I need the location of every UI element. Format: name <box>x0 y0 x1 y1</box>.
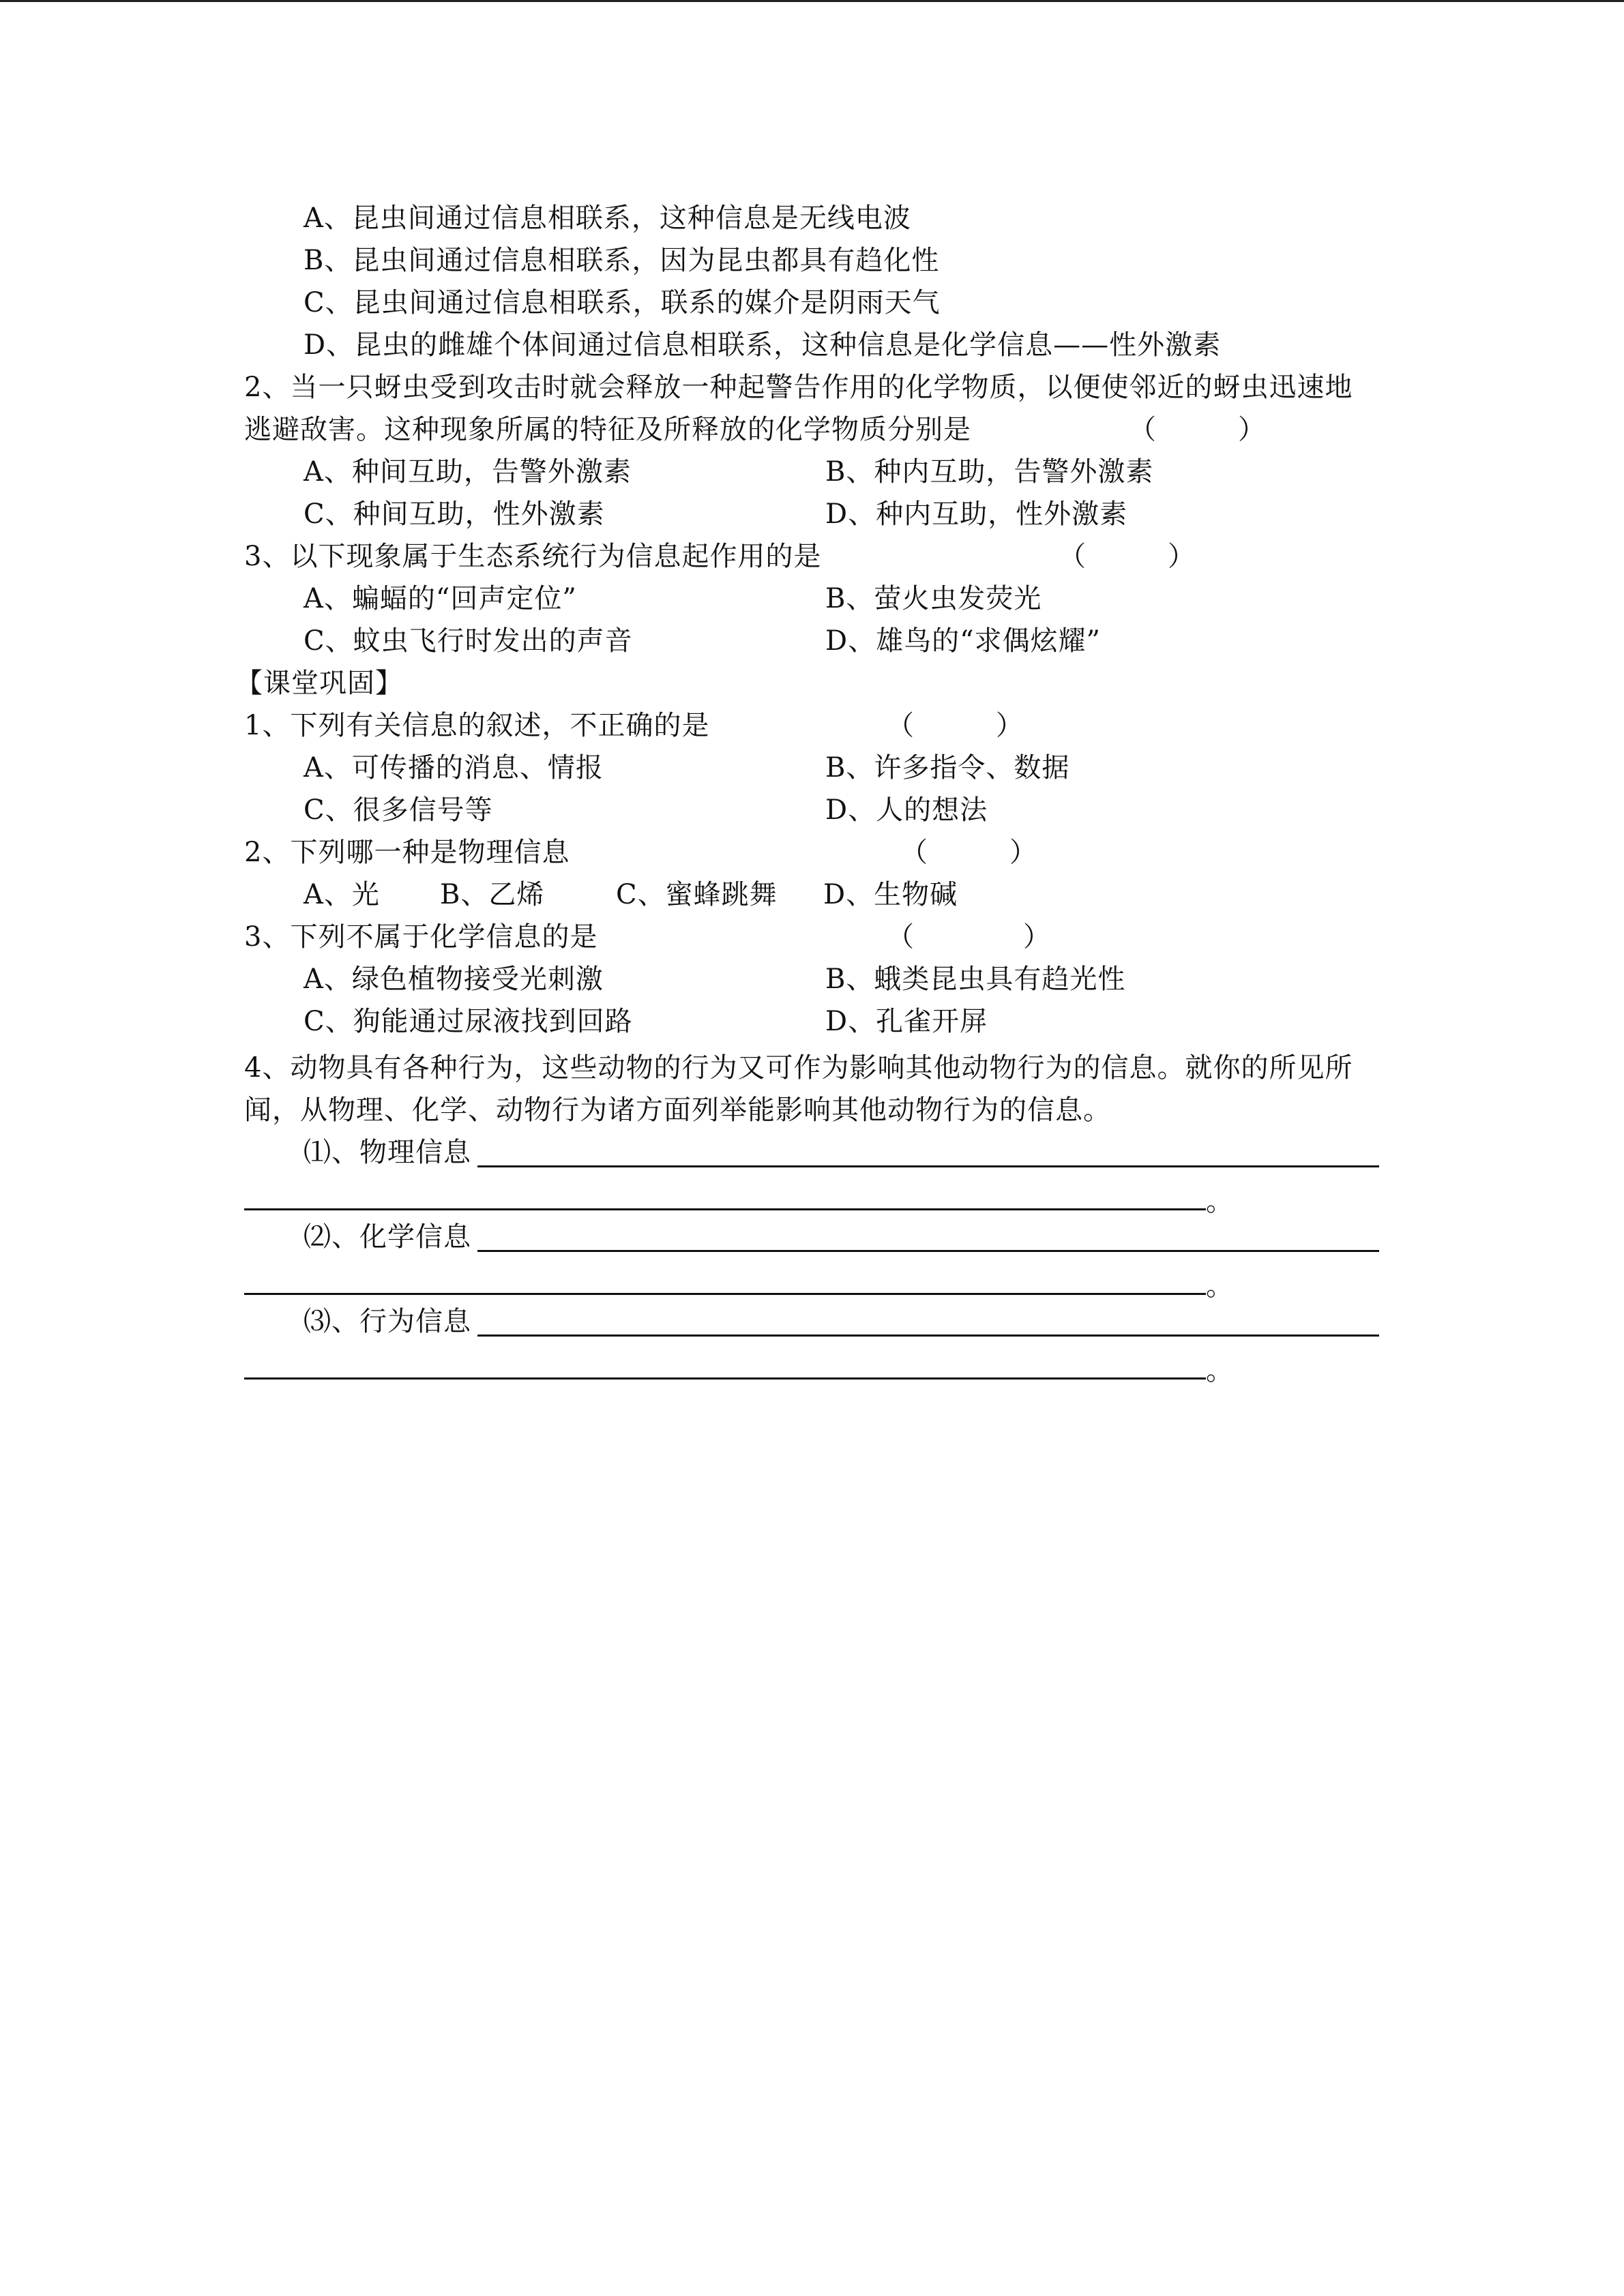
p2-q3-option-d: D、孔雀开屏 <box>825 1006 988 1037</box>
q1-option-d: D、昆虫的雌雄个体间通过信息相联系，这种信息是化学信息——性外激素 <box>304 329 1222 361</box>
end-mark-behavioral: 。 <box>1206 1355 1233 1386</box>
p2-q4-item-physical: ⑴、物理信息 <box>304 1137 471 1168</box>
p2-q3-option-b: B、蛾类昆虫具有趋光性 <box>825 964 1126 995</box>
p2-q4-stem-line2: 闻，从物理、化学、动物行为诸方面列举能影响其他动物行为的信息。 <box>244 1094 1111 1126</box>
p2-q3-option-a: A、绿色植物接受光刺激 <box>304 964 604 995</box>
p2-q4-item-behavioral: ⑶、行为信息 <box>304 1306 471 1337</box>
q3-option-d: D、雄鸟的“求偶炫耀” <box>825 625 1101 657</box>
q3-option-c: C、蚊虫飞行时发出的声音 <box>304 625 633 657</box>
p2-q4-item-chemical: ⑵、化学信息 <box>304 1221 471 1253</box>
q1-option-a: A、昆虫间通过信息相联系，这种信息是无线电波 <box>304 203 911 234</box>
q1-option-b: B、昆虫间通过信息相联系，因为昆虫都具有趋化性 <box>304 245 940 276</box>
q2-option-c: C、种间互助，性外激素 <box>304 498 605 530</box>
p2-q2-stem: 2、下列哪一种是物理信息 <box>244 837 570 868</box>
p2-q1-option-a: A、可传播的消息、情报 <box>304 752 604 784</box>
p2-q1-stem: 1、下列有关信息的叙述，不正确的是 <box>244 710 710 741</box>
q2-stem-line2: 逃避敌害。这种现象所属的特征及所释放的化学物质分别是 <box>244 414 971 445</box>
p2-q1-option-c: C、很多信号等 <box>304 794 493 826</box>
answer-blank-physical-line1[interactable] <box>477 1165 1379 1167</box>
p2-q3-stem: 3、下列不属于化学信息的是 <box>244 921 598 953</box>
p2-q4-stem-line1: 4、动物具有各种行为，这些动物的行为又可作为影响其他动物行为的信息。就你的所见所 <box>244 1052 1353 1084</box>
p2-q1-option-d: D、人的想法 <box>825 794 988 826</box>
q2-stem-line1: 2、当一只蚜虫受到攻击时就会释放一种起警告作用的化学物质，以便使邻近的蚜虫迅速地 <box>244 372 1353 403</box>
answer-blank-chemical-line2[interactable] <box>244 1293 1206 1295</box>
q3-answer-paren: （ ） <box>1059 541 1195 572</box>
section-title: 【课堂巩固】 <box>235 668 403 699</box>
q2-option-b: B、种内互助，告警外激素 <box>825 456 1154 488</box>
p2-q3-answer-paren: （ ） <box>887 921 1050 953</box>
p2-q3-option-c: C、狗能通过尿液找到回路 <box>304 1006 633 1037</box>
q3-option-a: A、蝙蝠的“回声定位” <box>304 583 577 614</box>
p2-q1-answer-paren: （ ） <box>887 710 1023 741</box>
end-mark-physical: 。 <box>1206 1186 1233 1217</box>
p2-q2-option-c: C、蜜蜂跳舞 <box>616 879 778 910</box>
p2-q2-option-d: D、生物碱 <box>823 879 958 910</box>
p2-q2-answer-paren: （ ） <box>900 837 1037 868</box>
p2-q1-option-b: B、许多指令、数据 <box>825 752 1070 784</box>
q3-stem: 3、以下现象属于生态系统行为信息起作用的是 <box>244 541 822 572</box>
answer-blank-physical-line2[interactable] <box>244 1208 1206 1210</box>
answer-blank-chemical-line1[interactable] <box>477 1250 1379 1252</box>
q2-answer-paren: （ ） <box>1129 414 1265 445</box>
q2-option-a: A、种间互助，告警外激素 <box>304 456 632 488</box>
end-mark-chemical: 。 <box>1206 1270 1233 1302</box>
p2-q2-option-b: B、乙烯 <box>440 879 545 910</box>
q3-option-b: B、萤火虫发荧光 <box>825 583 1042 614</box>
p2-q2-option-a: A、光 <box>304 879 380 910</box>
q1-option-c: C、昆虫间通过信息相联系，联系的媒介是阴雨天气 <box>304 287 941 318</box>
answer-blank-behavioral-line1[interactable] <box>477 1335 1379 1337</box>
answer-blank-behavioral-line2[interactable] <box>244 1377 1206 1380</box>
q2-option-d: D、种内互助，性外激素 <box>825 498 1128 530</box>
